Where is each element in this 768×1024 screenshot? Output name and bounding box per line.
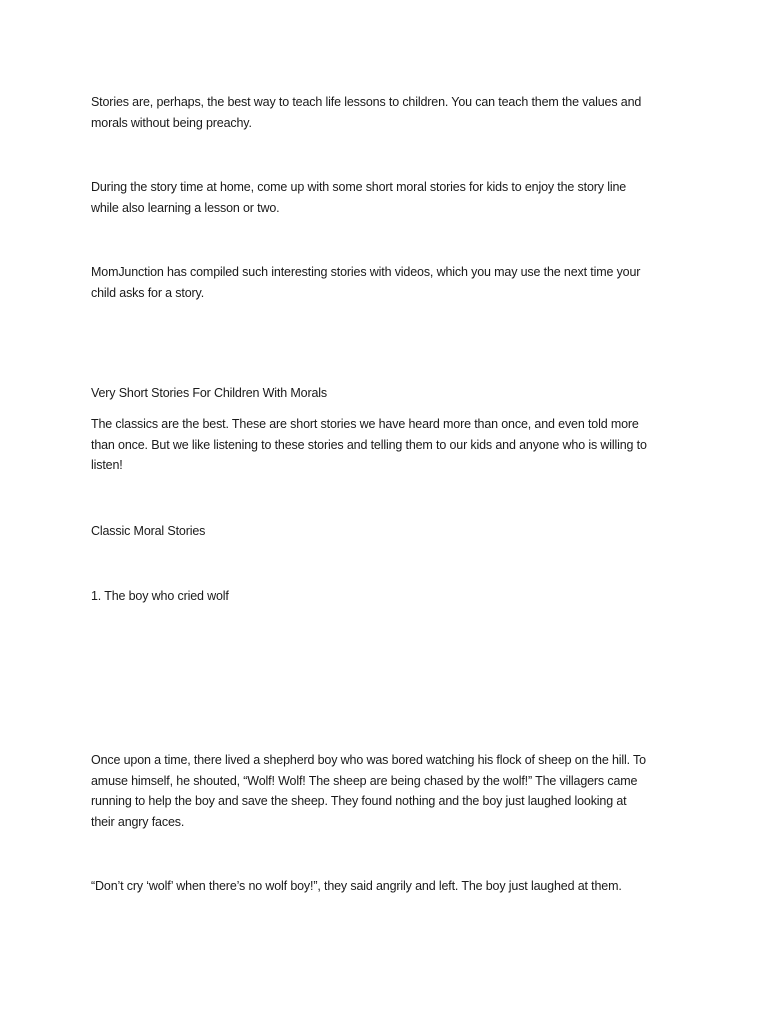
text-line: while also learning a lesson or two. <box>91 200 280 215</box>
text-line: The classics are the best. These are short stories we have heard more than once, and even told more <box>91 417 639 431</box>
text-line: Stories are, perhaps, the best way to teach life lessons to children. You can teach them the values and <box>91 95 642 109</box>
text-line: “Don’t cry ‘wolf’ when there’s no wolf boy!”, they said angrily and left. The boy just laughed at them. <box>91 879 622 893</box>
intro-paragraph-3 <box>91 262 691 303</box>
text-line: Once upon a time, there lived a shepherd boy who was bored watching his flock of sheep on the hill. To <box>91 753 646 767</box>
intro-paragraph-2 <box>91 177 691 218</box>
section-heading-classic: Classic Moral Stories <box>91 524 206 538</box>
text-line: than once. But we like listening to these stories and telling them to our kids and anyone who is willing to <box>91 437 647 452</box>
story-title: 1. The boy who cried wolf <box>91 589 229 603</box>
text-line: During the story time at home, come up with some short moral stories for kids to enjoy the story line <box>91 180 627 194</box>
classics-paragraph <box>91 414 691 476</box>
text-line: their angry faces. <box>91 814 185 829</box>
intro-paragraph-1 <box>91 92 691 133</box>
text-line: running to help the boy and save the sheep. They found nothing and the boy just laughed looking at <box>91 794 627 808</box>
story-paragraph-2 <box>91 876 691 897</box>
text-line: morals without being preachy. <box>91 115 252 130</box>
story-paragraph-1 <box>91 750 691 832</box>
text-line: amuse himself, he shouted, “Wolf! Wolf! The sheep are being chased by the wolf!” The villagers came <box>91 773 638 788</box>
text-line: MomJunction has compiled such interesting stories with videos, which you may use the next time your <box>91 265 641 279</box>
text-line: listen! <box>91 458 123 472</box>
text-line: child asks for a story. <box>91 285 205 300</box>
section-heading-short-stories: Very Short Stories For Children With Morals <box>91 386 327 400</box>
